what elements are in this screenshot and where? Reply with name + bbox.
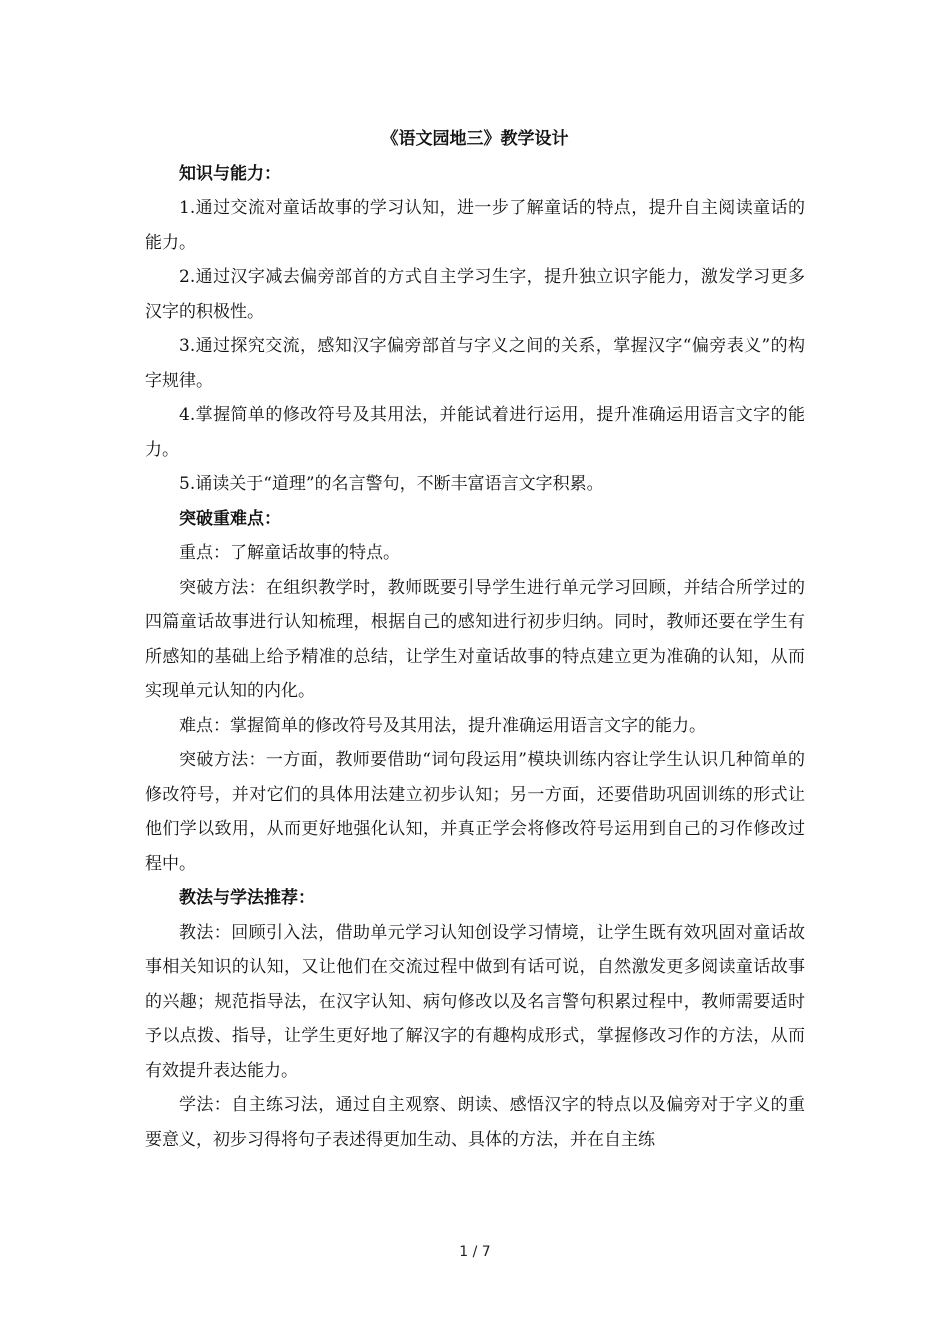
paragraph: 学法：自主练习法，通过自主观察、朗读、感悟汉字的特点以及偏旁对于字义的重要意义，初步习得将句子表述得更加生动、具体的方法，并在自主练 — [145, 1095, 805, 1150]
paragraph: 4.掌握简单的修改符号及其用法，并能试着进行运用，提升准确运用语言文字的能力。 — [145, 405, 805, 460]
section-heading-key-points: 突破重难点： — [179, 508, 281, 529]
paragraph: 3.通过探究交流，感知汉字偏旁部首与字义之间的关系，掌握汉字“偏旁表义”的构字规律。 — [145, 336, 805, 391]
paragraph: 突破方法：一方面，教师要借助“词句段运用”模块训练内容让学生认识几种简单的修改符号，并对它们的具体用法建立初步认知；另一方面，还要借助巩固训练的形式让他们学以致用，从而更好地强化认知，并真正学会将修改符号运用到自己的习作修改过程中。 — [145, 750, 805, 874]
paragraph: 难点：掌握简单的修改符号及其用法，提升准确运用语言文字的能力。 — [179, 715, 706, 736]
paragraph: 突破方法：在组织教学时，教师既要引导学生进行单元学习回顾，并结合所学过的四篇童话故事进行认知梳理，根据自己的感知进行初步归纳。同时，教师还要在学生有所感知的基础上给予精准的总结，让学生对童话故事的特点建立更为准确的认知，从而实现单元认知的内化。 — [145, 577, 805, 701]
paragraph: 教法：回顾引入法，借助单元学习认知创设学习情境，让学生既有效巩固对童话故事相关知识的认知，又让他们在交流过程中做到有话可说，自然激发更多阅读童话故事的兴趣；规范指导法，在汉字认知、病句修改以及名言警句积累过程中，教师需要适时予以点拨、指导，让学生更好地了解汉字的有趣构成形式，掌握修改习作的方法，从而有效提升表达能力。 — [145, 922, 805, 1081]
paragraph: 重点：了解童话故事的特点。 — [179, 543, 400, 563]
section-heading-methods: 教法与学法推荐： — [179, 888, 315, 908]
document-body — [145, 122, 805, 1157]
document-title: 《语文园地三》教学设计 — [381, 129, 569, 149]
section-heading-knowledge: 知识与能力： — [179, 163, 281, 184]
paragraph: 1.通过交流对童话故事的学习认知，进一步了解童话的特点，提升自主阅读童话的能力。 — [145, 198, 805, 253]
paragraph: 5.诵读关于“道理”的名言警句，不断丰富语言文字积累。 — [179, 474, 604, 494]
page-number: 1 / 7 — [459, 1244, 491, 1260]
paragraph: 2.通过汉字减去偏旁部首的方式自主学习生字，提升独立识字能力，激发学习更多汉字的积极性。 — [145, 267, 805, 322]
